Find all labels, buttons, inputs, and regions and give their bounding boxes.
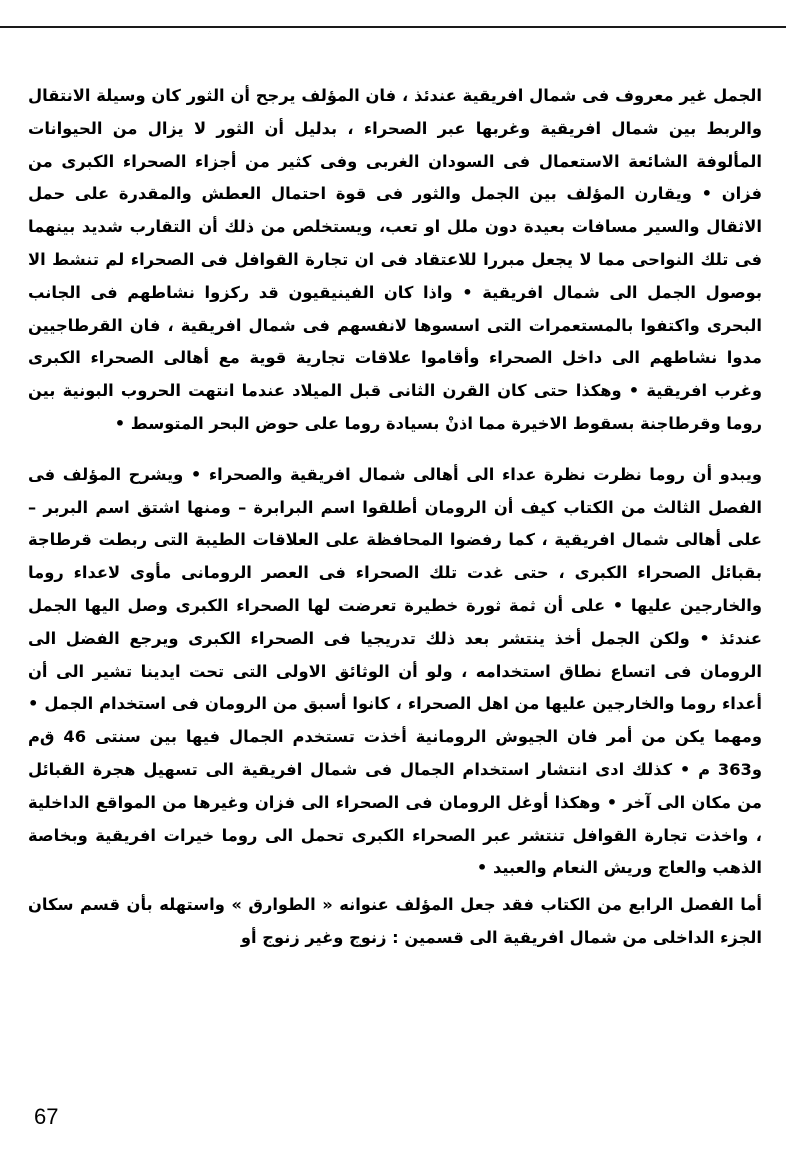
top-rule	[0, 26, 786, 28]
paragraph: أما الفصل الرابع من الكتاب فقد جعل المؤلف عنوانه « الطوارق » واستهله بأن قسم سكان الجزء الداخلى من شمال افريقية الى قسمين : زنوج وغير زنوج أو	[28, 895, 762, 947]
page-body	[28, 80, 762, 955]
paragraph: الجمل غير معروف فى شمال افريقية عندئذ ، فان المؤلف يرجح أن الثور كان وسيلة الانتقال والربط بين شمال افريقية وغربها عبر الصحراء ، بدليل أن الثور لا يزال من الحيوانات المألوفة الشائعة الاستعمال فى السودان الغربى وفى كثير من أجزاء الصحراء الكبرى من فزان • ويقارن المؤلف بين الجمل والثور فى قوة احتمال العطش والمقدرة على حمل الاثقال والسير مسافات بعيدة دون ملل او تعب، ويستخلص من ذلك أن التقارب شديد بينهما فى تلك النواحى مما لا يجعل مبررا للاعتقاد فى ان تجارة القوافل فى الصحراء لم تنشط الا بوصول الجمل الى شمال افريقية • واذا كان الفينيقيون قد ركزوا نشاطهم فى الجانب البحرى واكتفوا بالمستعمرات التى اسسوها لانفسهم فى شمال افريقية ، فان القرطاجيين مدوا نشاطهم الى داخل الصحراء وأقاموا علاقات تجارية قوية مع أهالى الصحراء الكبرى وغرب افريقية • وهكذا حتى كان القرن الثانى قبل الميلاد عندما انتهت الحروب البونية بين روما وقرطاجنة بسقوط الاخيرة مما اذنْ بسيادة روما على حوض البحر المتوسط •	[28, 86, 762, 433]
page-number: 67	[34, 1104, 59, 1129]
paragraph: ويبدو أن روما نظرت نظرة عداء الى أهالى شمال افريقية والصحراء • ويشرح المؤلف فى الفصل الثالث من الكتاب كيف أن الرومان أطلقوا اسم البرابرة – ومنها اشتق اسم البربر – على أهالى شمال افريقية ، كما رفضوا المحافظة على العلاقات الطيبة التى ربطت قرطاجة بقبائل الصحراء الكبرى ، حتى غدت تلك الصحراء فى العصر الرومانى مأوى لاعداء روما والخارجين عليها • على أن ثمة ثورة خطيرة تعرضت لها الصحراء الكبرى وصل اليها الجمل عندئذ • ولكن الجمل أخذ ينتشر بعد ذلك تدريجيا فى الصحراء الكبرى ويرجع الفضل الى الرومان فى اتساع نطاق استخدامه ، ولو أن الوثائق الاولى التى تحت ايدينا تشير الى أن أعداء روما والخارجين عليها من اهل الصحراء ، كانوا أسبق من الرومان فى استخدام الجمل • ومهما يكن من أمر فان الجيوش الرومانية أخذت تستخدم الجمال فيها بين سنتى 46 ق‌م و363 م • كذلك ادى انتشار استخدام الجمال فى شمال افريقية الى تسهيل هجرة القبائل من مكان الى آخر • وهكذا أوغل الرومان فى الصحراء الى فزان وغيرها من المواقع الداخلية ، واخذت تجارة القوافل تنتشر عبر الصحراء الكبرى تحمل الى روما خيرات افريقية وبخاصة الذهب والعاج وريش النعام والعبيد •	[28, 464, 762, 878]
